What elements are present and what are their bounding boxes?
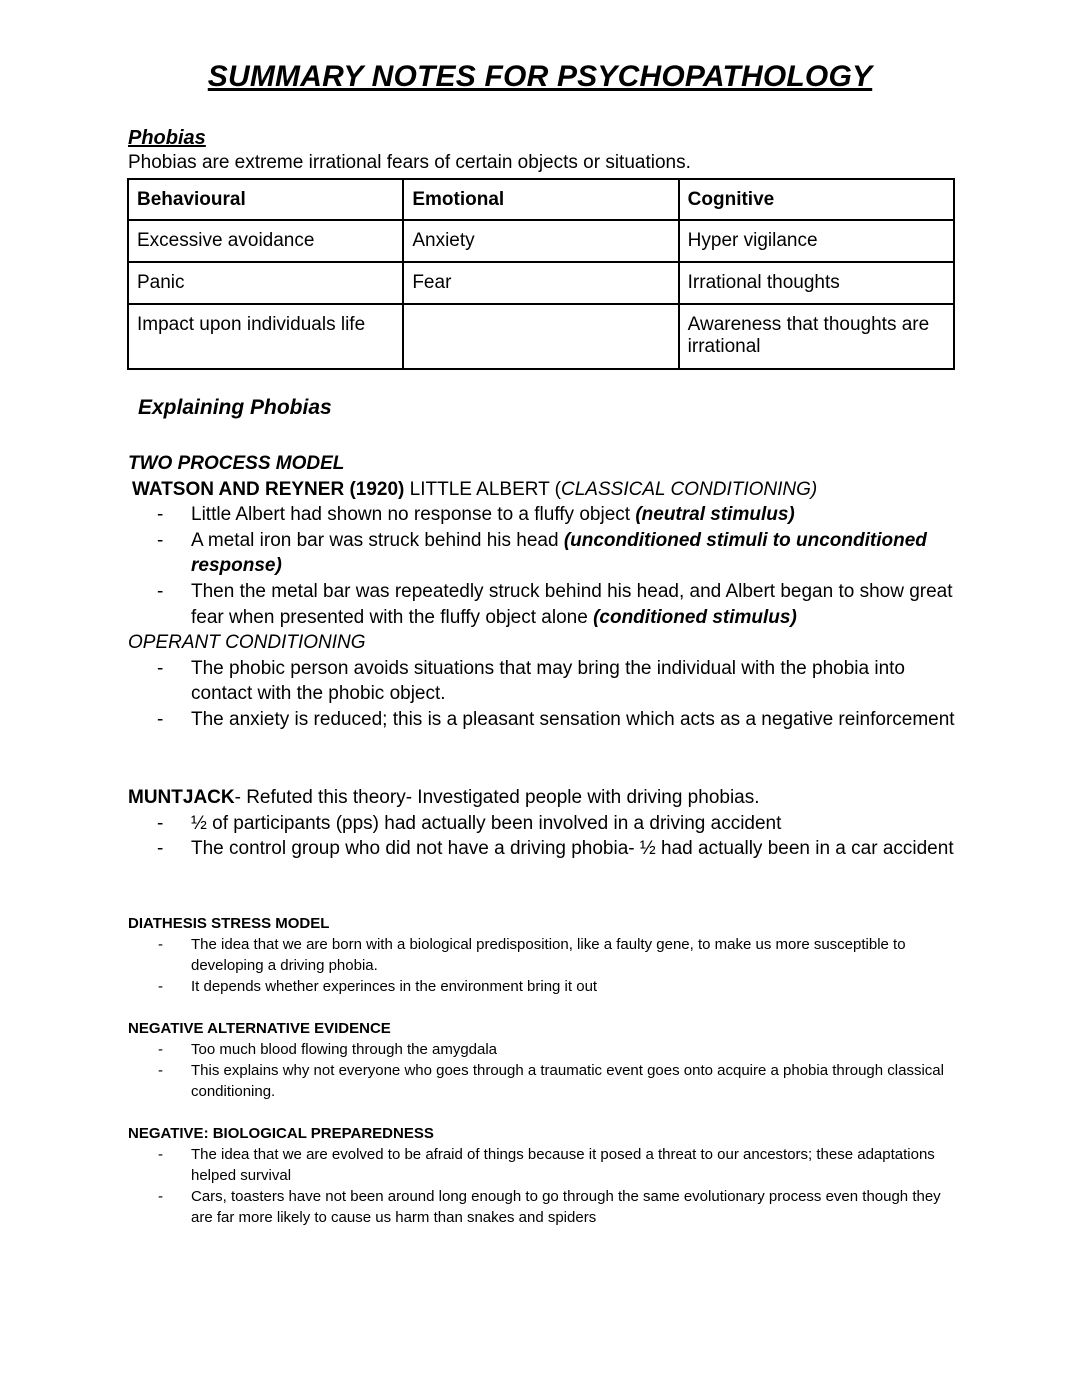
study-name: WATSON AND REYNER (1920) (132, 478, 405, 500)
muntjack-name: MUNTJACK (128, 787, 235, 808)
negative-alternative-list (128, 1039, 956, 1102)
negative-alternative-heading: NEGATIVE ALTERNATIVE EVIDENCE (128, 1020, 391, 1037)
list-item: - Too much blood flowing through the amygdala (128, 1039, 956, 1060)
symptoms-table (127, 178, 955, 370)
list-item: - This explains why not everyone who goes through a traumatic event goes onto acquire a phobia through classical conditioning. (128, 1060, 956, 1102)
phobias-definition: Phobias are extreme irrational fears of certain objects or situations. (128, 152, 691, 173)
table-cell (403, 304, 678, 369)
biological-preparedness-list (128, 1144, 956, 1228)
table-cell: Hyper vigilance (679, 220, 954, 262)
two-process-section (128, 451, 956, 733)
list-item: - Cars, toasters have not been around long enough to go through the same evolutionary process even though they are far more likely to cause us harm than snakes and spiders (128, 1186, 956, 1228)
table-cell: Fear (403, 262, 678, 304)
list-item: - The phobic person avoids situations that may bring the individual with the phobia into contact with the phobic object. (128, 656, 956, 707)
muntjack-section (128, 785, 956, 862)
biological-preparedness-section (128, 1123, 956, 1228)
table-row (128, 220, 954, 262)
page-title: SUMMARY NOTES FOR PSYCHOPATHOLOGY (207, 60, 873, 93)
study-line (128, 477, 956, 503)
phobias-heading: Phobias (128, 127, 206, 149)
operant-heading: OPERANT CONDITIONING (128, 632, 366, 654)
list-item: - A metal iron bar was struck behind his head (unconditioned stimuli to unconditioned response) (128, 528, 956, 579)
negative-alternative-section (128, 1018, 956, 1102)
study-type: CLASSICAL CONDITIONING) (561, 478, 818, 500)
biological-preparedness-heading: NEGATIVE: BIOLOGICAL PREPAREDNESS (128, 1125, 434, 1142)
table-cell: Irrational thoughts (679, 262, 954, 304)
table-cell: Awareness that thoughts are irrational (679, 304, 954, 369)
muntjack-list (128, 811, 956, 862)
table-header-cell: Behavioural (128, 179, 403, 220)
list-item: - The control group who did not have a driving phobia- ½ had actually been in a car accident (128, 836, 956, 862)
list-item: - Then the metal bar was repeatedly struck behind his head, and Albert began to show great fear when presented with the fluffy object alone (conditioned stimulus) (128, 579, 956, 630)
table-header-cell: Emotional (403, 179, 678, 220)
table-header-cell: Cognitive (679, 179, 954, 220)
list-item: - The idea that we are evolved to be afraid of things because it posed a threat to our ancestors; these adaptations helped survival (128, 1144, 956, 1186)
table-header-row (128, 179, 954, 220)
two-process-heading: TWO PROCESS MODEL (128, 453, 345, 474)
study-subject: LITTLE ALBERT ( (404, 478, 562, 500)
table-cell: Impact upon individuals life (128, 304, 403, 369)
diathesis-list (128, 934, 956, 997)
diathesis-heading: DIATHESIS STRESS MODEL (128, 915, 330, 932)
list-item: - The anxiety is reduced; this is a pleasant sensation which acts as a negative reinforcement (128, 707, 956, 733)
table-row (128, 262, 954, 304)
table-cell: Anxiety (403, 220, 678, 262)
table-cell: Excessive avoidance (128, 220, 403, 262)
operant-list (128, 656, 956, 733)
list-item: - Little Albert had shown no response to a fluffy object (neutral stimulus) (128, 502, 956, 528)
classical-conditioning-list (128, 502, 956, 630)
diathesis-section (128, 913, 956, 997)
list-item: - The idea that we are born with a biological predisposition, like a faulty gene, to make us more susceptible to developing a driving phobia. (128, 934, 956, 976)
table-cell: Panic (128, 262, 403, 304)
list-item: - It depends whether experinces in the environment bring it out (128, 976, 956, 997)
list-item: - ½ of participants (pps) had actually been involved in a driving accident (128, 811, 956, 837)
table-row (128, 304, 954, 369)
explaining-phobias-heading: Explaining Phobias (138, 396, 332, 419)
muntjack-line: MUNTJACK- Refuted this theory- Investigated people with driving phobias. (128, 787, 760, 808)
